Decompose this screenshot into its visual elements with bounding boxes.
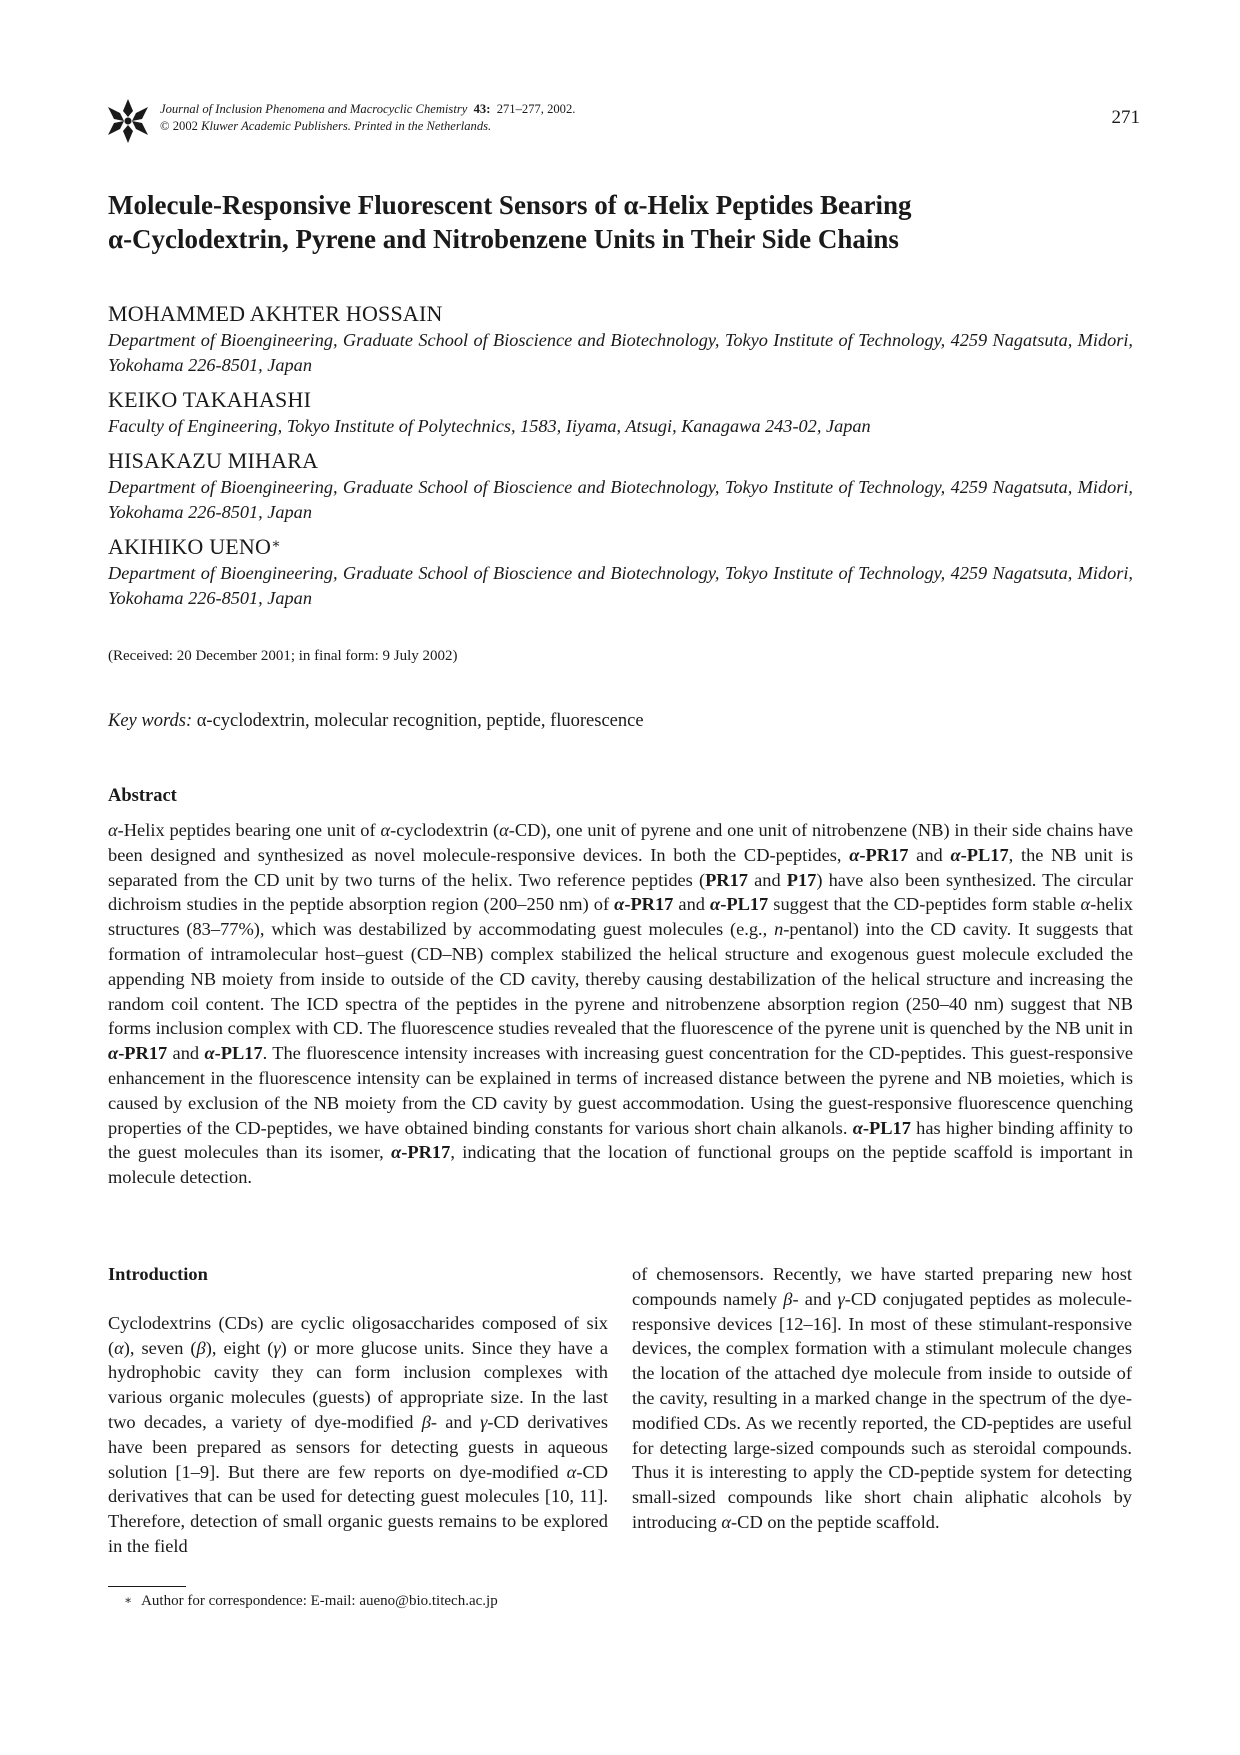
journal-line-2 xyxy=(160,118,575,135)
publisher-logo xyxy=(108,99,148,143)
bold-term: α-PR17 xyxy=(614,894,674,915)
abstract-body: α-Helix peptides bearing one unit of α-cyclodextrin (α-CD), one unit of pyrene and one unit of nitrobenzene (NB) in their side chains have been designed and synthesized as novel molecule-responsive devices. In both the CD-peptides, α-PR17 and α-PL17, the NB unit is separated from the CD unit by two turns of the helix. Two reference peptides (PR17 and P17) have also been synthesized. The circular dichroism studies in the peptide absorption region (200–250 nm) of α-PR17 and α-PL17 suggest that the CD-peptides form stable α-helix structures (83–77%), which was destabilized by accommodating guest molecules (e.g., n-pentanol) into the CD cavity. It suggests that formation of intramolecular host–guest (CD–NB) complex stabilized the helical structure and exogenous guest molecule excluded the appending NB moiety from inside to outside of the CD cavity, thereby causing destabilization of the helical structure and increasing the random coil content. The ICD spectra of the peptides in the pyrene and nitrobenzene absorption region (250–40 nm) suggest that NB forms inclusion complex with CD. The fluorescence studies revealed that the fluorescence of the pyrene unit is quenched by the NB unit in α-PR17 and α-PL17. The fluorescence intensity increases with increasing guest concentration for the CD-peptides. This guest-responsive enhancement in the fluorescence intensity can be explained in terms of increased distance between the pyrene and NB moieties, which is caused by exclusion of the NB moiety from the CD cavity by guest accommodation. Using the guest-responsive fluorescence quenching properties of the CD-peptides, we have obtained binding constants for various short chain alkanols. α-PL17 has higher binding affinity to the guest molecules than its isomer, α-PR17, indicating that the location of functional groups on the peptide scaffold is important in molecule detection. xyxy=(108,820,1134,1188)
footnote-text: Author for correspondence: E-mail: aueno@bio.titech.ac.jp xyxy=(141,1593,498,1609)
received-dates: (Received: 20 December 2001; in final form: 9 July 2002) xyxy=(108,648,458,664)
intro-column-right xyxy=(632,1262,1132,1535)
author-name: KEIKO TAKAHASHI xyxy=(108,387,312,412)
bold-term: α-PR17 xyxy=(108,1043,168,1064)
journal-pages-year: 271–277, 2002. xyxy=(496,102,576,116)
article-title-line-1: Molecule-Responsive Fluorescent Sensors of α-Helix Peptides Bearing xyxy=(108,190,912,220)
author-affiliation: Department of Bioengineering, Graduate School of Bioscience and Biotechnology, Tokyo Institute of Technology, 4259 Nagatsuta, Midori, Yokohama 226-8501, Japan xyxy=(108,563,1133,608)
introduction-heading: Introduction xyxy=(108,1264,208,1284)
bold-term: α-PR17 xyxy=(391,1142,451,1163)
author-block xyxy=(108,386,1133,439)
italic-term: n xyxy=(774,919,784,940)
journal-volume: 43: xyxy=(473,102,491,116)
keywords-label: Key words: xyxy=(108,711,193,731)
footnote-mark: ∗ xyxy=(124,1593,133,1607)
running-header xyxy=(108,99,1140,143)
author-affiliation: Faculty of Engineering, Tokyo Institute of Polytechnics, 1583, Iiyama, Atsugi, Kanagawa 243-02, Japan xyxy=(108,416,871,436)
bold-term: PR17 xyxy=(705,869,748,890)
abstract-heading: Abstract xyxy=(108,786,177,806)
author-block xyxy=(108,447,1133,525)
keywords-text: α-cyclodextrin, molecular recognition, peptide, fluorescence xyxy=(196,711,644,731)
publisher-line: Kluwer Academic Publishers. Printed in the Netherlands. xyxy=(201,119,492,133)
bold-term: α-PR17 xyxy=(849,844,909,865)
author-affiliation: Department of Bioengineering, Graduate School of Bioscience and Biotechnology, Tokyo Institute of Technology, 4259 Nagatsuta, Midori, Yokohama 226-8501, Japan xyxy=(108,330,1133,375)
author-block xyxy=(108,533,1133,611)
correspondence-mark: ∗ xyxy=(271,537,281,552)
intro-column-left xyxy=(108,1262,608,1559)
intro-paragraph-continued: of chemosensors. Recently, we have started preparing new host compounds namely β- and γ-CD conjugated peptides as molecule-responsive devices [12–16]. In most of these stimulant-responsive devices, the complex formation with a stimulant molecule changes the location of the attached dye molecule from inside to outside of the cavity, resulting in a marked change in the spectrum of the dye-modified CDs. As we recently reported, the CD-peptides are useful for detecting large-sized compounds such as steroidal compounds. Thus it is interesting to apply the CD-peptide system for detecting small-sized compounds like short chain aliphatic alcohols by introducing α-CD on the peptide scaffold. xyxy=(632,1264,1132,1532)
copyright-symbol: © xyxy=(160,119,170,133)
bold-term: α-PL17 xyxy=(710,894,769,915)
author-block xyxy=(108,300,1133,378)
intro-paragraph: Cyclodextrins (CDs) are cyclic oligosaccharides composed of six (α), seven (β), eight (γ) or more glucose units. Since they have a hydrophobic cavity they can form inclusion complexes with various organic molecules (guests) of appropriate size. In the last two decades, a variety of dye-modified β- and γ-CD derivatives have been prepared as sensors for detecting guests in aqueous solution [1–9]. But there are few reports on dye-modified α-CD derivatives that can be used for detecting guest molecules [10, 11]. Therefore, detection of small organic guests remains to be explored in the field xyxy=(108,1312,608,1556)
copyright-year: 2002 xyxy=(172,119,198,133)
author-list xyxy=(108,300,1133,619)
author-name: HISAKAZU MIHARA xyxy=(108,448,319,473)
bold-term: α-PL17 xyxy=(950,844,1009,865)
journal-name: Journal of Inclusion Phenomena and Macrocyclic Chemistry xyxy=(160,102,468,116)
keywords-line xyxy=(108,711,644,732)
footnote-rule xyxy=(108,1586,186,1587)
author-affiliation: Department of Bioengineering, Graduate School of Bioscience and Biotechnology, Tokyo Institute of Technology, 4259 Nagatsuta, Midori, Yokohama 226-8501, Japan xyxy=(108,477,1133,522)
footnote xyxy=(124,1593,498,1610)
author-name: MOHAMMED AKHTER HOSSAIN xyxy=(108,301,443,326)
author-name: AKIHIKO UENO∗ xyxy=(108,534,281,559)
journal-citation xyxy=(160,101,575,135)
page-number: 271 xyxy=(1111,107,1140,128)
article-title-line-2: α-Cyclodextrin, Pyrene and Nitrobenzene Units in Their Side Chains xyxy=(108,224,899,254)
article-title xyxy=(108,188,1140,256)
bold-term: P17 xyxy=(786,869,817,890)
bold-term: α-PL17 xyxy=(204,1043,263,1064)
journal-line-1 xyxy=(160,101,575,118)
bold-term: α-PL17 xyxy=(852,1117,911,1138)
